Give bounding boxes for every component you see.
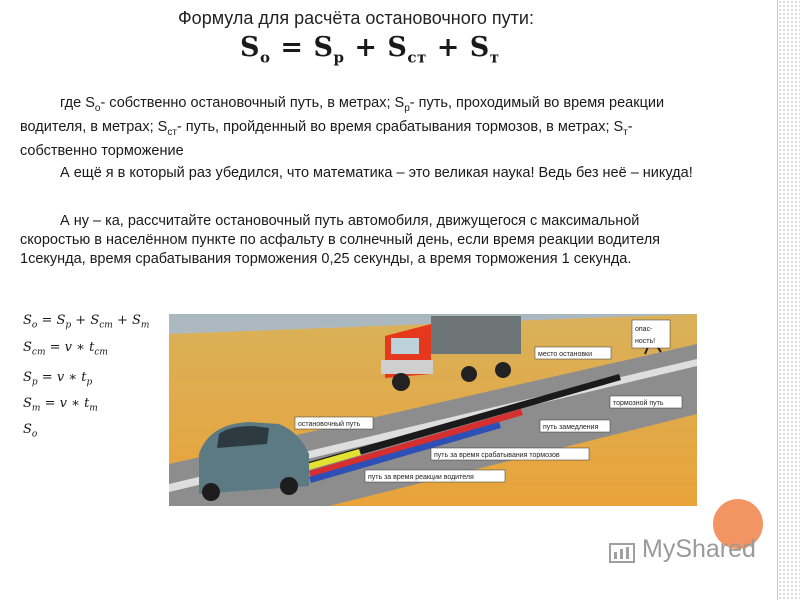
label-reaction bbox=[365, 470, 505, 482]
label-danger bbox=[632, 320, 670, 348]
myshared-logo-icon bbox=[608, 538, 638, 566]
svg-text:путь за время реакции водителя: путь за время реакции водителя bbox=[368, 474, 474, 481]
definitions-paragraph: где $S_о-$ собственно остановочный путь, в метрах; $S_р-$ путь, проходимый во время реакции водителя, в метрах; $S_{ст}-$ путь, пройденный во время срабатывания тормозов, в метрах; $S_т-$ собственно торможение bbox=[20, 95, 665, 159]
label-stop-place bbox=[535, 347, 611, 359]
svg-text:остановочный путь: остановочный путь bbox=[298, 421, 361, 428]
label-deceleration bbox=[540, 420, 610, 432]
road-illustration bbox=[169, 314, 697, 506]
equation-total: $S_о = S_р + S_{ст} + S_т$ bbox=[23, 313, 150, 331]
label-brake-activation bbox=[431, 448, 589, 460]
svg-text:тормозной путь: тормозной путь bbox=[613, 400, 664, 407]
svg-text:путь замедления: путь замедления bbox=[543, 424, 599, 431]
equation-activation: $S_{ст} = v$ ∗ $t_{ст}$ bbox=[23, 340, 108, 358]
label-stopping-distance bbox=[295, 417, 373, 429]
equation-braking: $S_т = v$ ∗ $t_т$ bbox=[23, 396, 98, 414]
svg-text:опас-: опас- bbox=[635, 326, 653, 333]
main-formula: $S_о = S_р + S_{ст} + S_т$ bbox=[240, 32, 500, 67]
math-remark-paragraph: А ещё я в который раз убедился, что математика – это великая наука! Ведь без неё – никуда! bbox=[60, 165, 693, 181]
slide-title: Формула для расчёта остановочного пути: bbox=[178, 8, 534, 28]
myshared-logo-text: MyShared bbox=[642, 535, 756, 563]
equation-reaction: $S_р = v$ ∗ $t_р$ bbox=[23, 370, 93, 388]
equation-stopping-label: $S_о$ bbox=[23, 422, 38, 440]
task-paragraph: А ну – ка, рассчитайте остановочный путь автомобиля, движущегося с максимальной скоростью в населённом пункте по асфальту в солнечный день, если время реакции водителя 1секунда, время срабатывания торможения 0,25 секунды, а время торможения 1 секунда. bbox=[20, 213, 661, 267]
right-dotted-pattern bbox=[778, 0, 800, 600]
svg-text:путь за время срабатывания тор: путь за время срабатывания тормозов bbox=[434, 452, 560, 459]
svg-text:ность!: ность! bbox=[635, 338, 656, 345]
svg-text:место остановки: место остановки bbox=[538, 351, 593, 358]
car bbox=[199, 422, 309, 501]
label-braking-distance bbox=[610, 396, 682, 408]
